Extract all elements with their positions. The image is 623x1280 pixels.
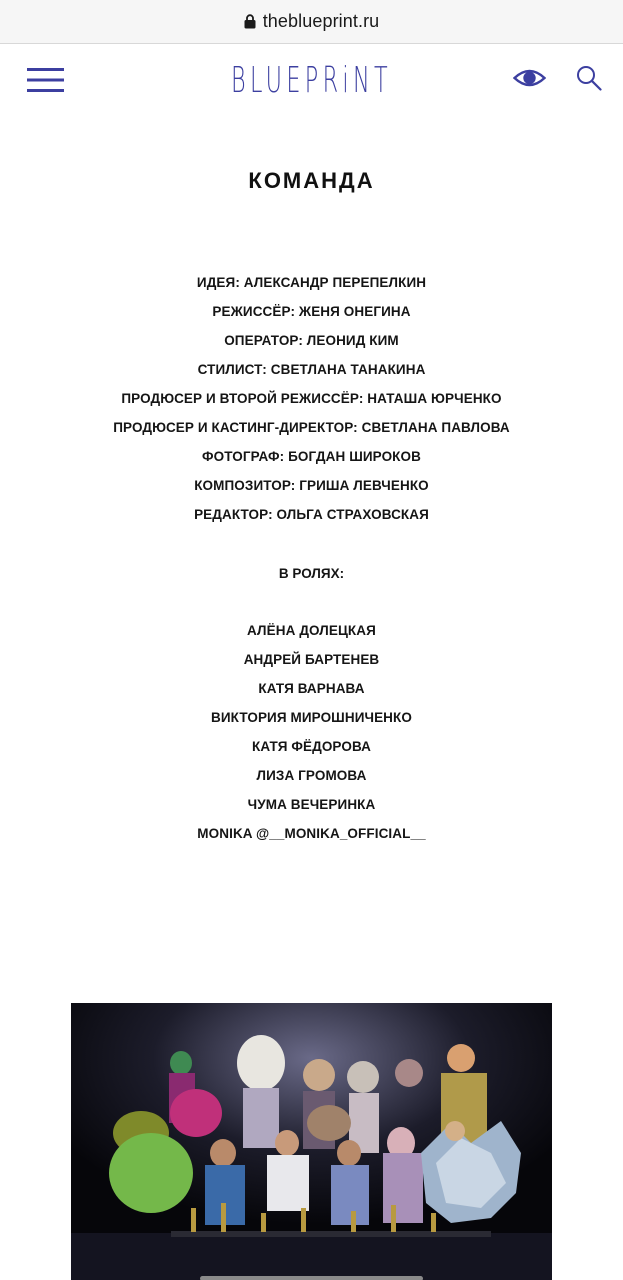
credit-producer-second-director: ПРОДЮСЕР И ВТОРОЙ РЕЖИССЁР: НАТАША ЮРЧЕНКО <box>121 391 502 406</box>
credit-director: РЕЖИССЁР: ЖЕНЯ ОНЕГИНА <box>212 304 411 319</box>
cast-item: MONIKA @__MONIKA_OFFICIAL__ <box>197 826 426 841</box>
page-title: КОМАНДА <box>248 168 375 193</box>
cast-item: АЛЁНА ДОЛЕЦКАЯ <box>247 623 376 638</box>
cast-item: ЛИЗА ГРОМОВА <box>256 768 367 783</box>
browser-address-bar[interactable] <box>0 0 623 44</box>
url-container[interactable] <box>244 11 380 32</box>
credit-composer: КОМПОЗИТОР: ГРИША ЛЕВЧЕНКО <box>194 478 429 493</box>
eye-icon[interactable] <box>513 67 546 89</box>
cast-item: ЧУМА ВЕЧЕРИНКА <box>247 797 376 812</box>
home-indicator <box>200 1276 423 1280</box>
credit-operator: ОПЕРАТОР: ЛЕОНИД КИМ <box>224 333 399 348</box>
credit-stylist: СТИЛИСТ: СВЕТЛАНА ТАНАКИНА <box>197 362 426 377</box>
group-photo-illustration <box>71 1003 552 1280</box>
cast-item: КАТЯ ВАРНАВА <box>258 681 365 696</box>
site-header <box>0 45 623 117</box>
credit-photographer: ФОТОГРАФ: БОГДАН ШИРОКОВ <box>202 449 421 464</box>
credit-producer-casting: ПРОДЮСЕР И КАСТИНГ-ДИРЕКТОР: СВЕТЛАНА ПАВЛОВА <box>113 420 510 435</box>
credits-list <box>0 272 623 533</box>
cast-item: АНДРЕЙ БАРТЕНЕВ <box>243 652 380 667</box>
credit-idea: ИДЕЯ: АЛЕКСАНДР ПЕРЕПЕЛКИН <box>196 275 427 290</box>
credit-editor: РЕДАКТОР: ОЛЬГА СТРАХОВСКАЯ <box>194 507 429 522</box>
lock-icon <box>244 14 256 29</box>
group-photo[interactable] <box>71 1003 552 1280</box>
cast-item: ВИКТОРИЯ МИРОШНИЧЕНКО <box>211 710 412 725</box>
site-logo[interactable]: BLUEPRiNT <box>231 60 392 101</box>
cast-list <box>0 620 623 852</box>
roles-heading: В РОЛЯХ: <box>278 566 345 581</box>
url-text[interactable]: theblueprint.ru <box>262 11 380 31</box>
cast-item: КАТЯ ФЁДОРОВА <box>252 739 371 754</box>
menu-icon[interactable] <box>27 67 64 93</box>
search-icon[interactable] <box>576 65 602 91</box>
